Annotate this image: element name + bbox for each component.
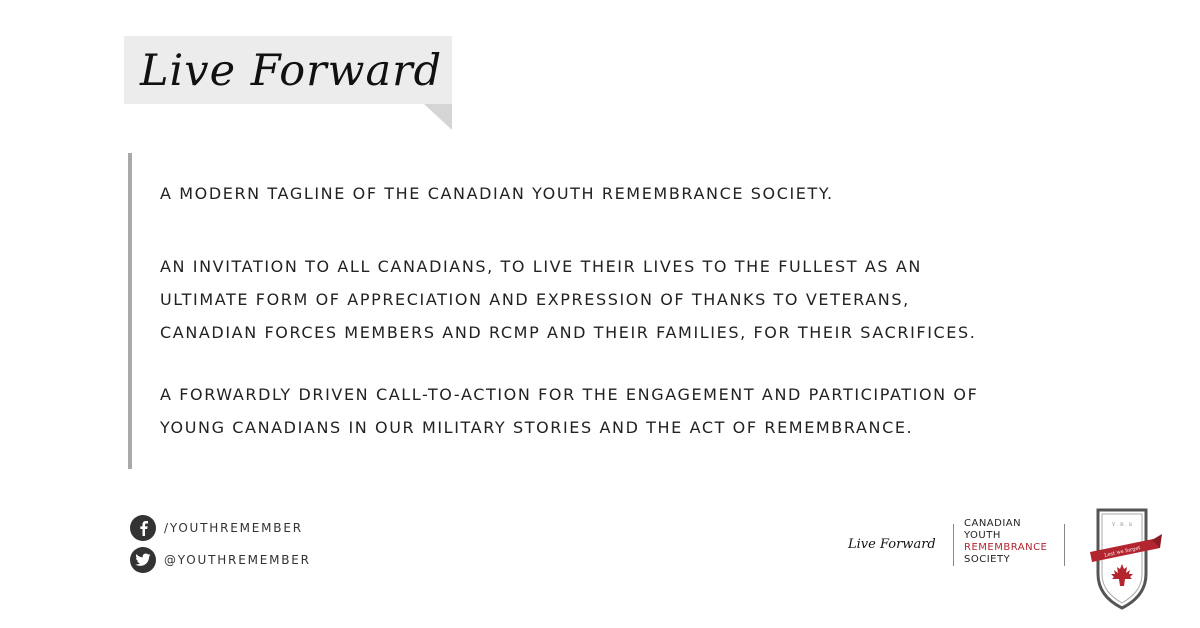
- paragraph-line: AN INVITATION TO ALL CANADIANS, TO LIVE THEIR LIVES TO THE FULLEST AS AN: [160, 257, 922, 276]
- facebook-icon: [130, 515, 156, 541]
- logo-line: YOUTH: [964, 530, 1001, 541]
- logo-line: CANADIAN: [964, 518, 1022, 529]
- paragraph-invitation: [160, 250, 1120, 349]
- logo-divider: [1064, 524, 1065, 566]
- facebook-handle: /YOUTHREMEMBER: [164, 521, 303, 535]
- quote-rule: [128, 153, 132, 469]
- paragraph-line: A MODERN TAGLINE OF THE CANADIAN YOUTH REMEMBRANCE SOCIETY.: [160, 184, 834, 203]
- twitter-link[interactable]: [130, 547, 311, 573]
- twitter-icon: [130, 547, 156, 573]
- paragraph-tagline: [160, 177, 1120, 210]
- svg-text:Lest we forget: Lest we forget: [1103, 545, 1141, 559]
- logo-divider: [953, 524, 954, 566]
- title-banner-fold: [424, 104, 452, 130]
- svg-text:Y . R . S: Y . R . S: [1111, 522, 1133, 528]
- paragraph-line: A FORWARDLY DRIVEN CALL-TO-ACTION FOR THE ENGAGEMENT AND PARTICIPATION OF: [160, 385, 979, 404]
- paragraph-line: CANADIAN FORCES MEMBERS AND RCMP AND THEIR FAMILIES, FOR THEIR SACRIFICES.: [160, 323, 977, 342]
- logo-tagline: Live Forward: [848, 537, 936, 552]
- twitter-handle: @YOUTHREMEMBER: [164, 553, 311, 567]
- facebook-link[interactable]: [130, 515, 303, 541]
- paragraph-line: YOUNG CANADIANS IN OUR MILITARY STORIES AND THE ACT OF REMEMBRANCE.: [160, 418, 914, 437]
- logo-wordmark: [964, 518, 1064, 566]
- page-title: Live Forward: [140, 46, 443, 96]
- logo-line: SOCIETY: [964, 554, 1011, 565]
- paragraph-line: ULTIMATE FORM OF APPRECIATION AND EXPRESSION OF THANKS TO VETERANS,: [160, 290, 910, 309]
- logo-line-accent: REMEMBRANCE: [964, 542, 1048, 553]
- maple-leaf-shield-icon: [1090, 504, 1162, 612]
- paragraph-call-to-action: [160, 378, 1120, 444]
